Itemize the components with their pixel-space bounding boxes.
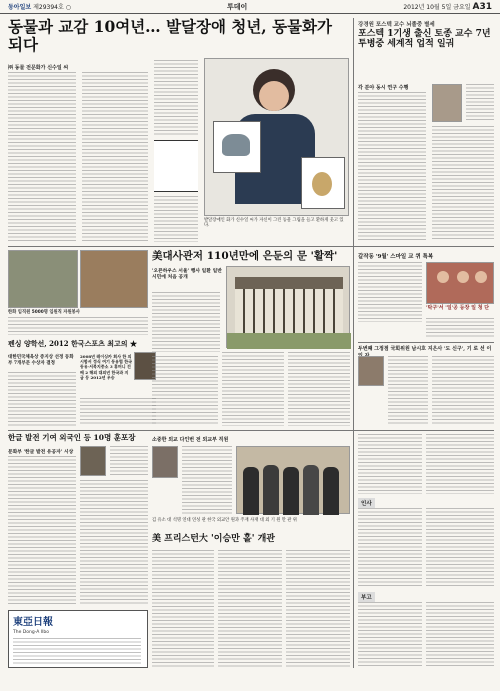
footer-logo: 東亞日報 [13,617,53,628]
mid-center-body-col1 [152,292,220,352]
bottom-left-portrait [80,446,106,476]
mid-left-kicker: 대한민국체육상 증지상 선정 동화부 7개부문 수상자 결정 [8,355,74,366]
mid-right-body-col1 [358,262,422,322]
appointments-col2 [426,508,494,588]
mid-right-body-col3 [388,356,428,426]
mid-right-divider [358,342,494,343]
bottom-center-body-col3 [218,550,282,668]
bottom-center-kicker: 소중한 외교 다인번 전 외교부 직원 [152,437,229,443]
volunteer-caption: 한화 임직원 5000명 임원직 자원봉사 [8,310,80,315]
obituary-col1 [358,602,422,668]
section-rule-2 [8,430,494,431]
volunteer-caption-body [8,317,148,335]
residence-lawn [227,333,351,349]
page-header [0,0,500,14]
ceremony-caption: 김 유소 대 석명 연대 연성 관 한국 외교안 원과 주재 사재 대 외 기 원 만 관 위 [152,518,297,523]
lead-pullquote [154,140,198,192]
mid-right-body-col2 [426,318,494,338]
sidebar-subhead: 각 분야 동시 연구 수행 [358,85,409,91]
sidebar-body-side [466,84,494,122]
lead-body-col3 [154,60,198,135]
mid-right-photo [426,262,494,304]
lead-subhead: ㈜ 동물 전문화가 신수일 씨 [8,65,69,71]
issue-date: 2012년 10월 5일 금요일 [403,3,471,11]
lead-photo [204,58,349,216]
mid-right-body-col4 [432,356,494,426]
footer-info [13,638,141,664]
mid-right-portrait [358,356,384,386]
sidebar-kicker: 강경원 포스텍 교수 뇌졸중 별세 [358,22,435,28]
mid-center-subhead: '오픈하우스 서울' 행사 일환 일반 시민에 처음 공개 [152,268,222,281]
bottom-center-portrait [152,446,178,478]
bottom-left-body-col3 [80,480,148,606]
obituary-label: 부고 [358,592,375,602]
page-number: A31 [472,1,492,12]
bottom-center-headline: 美 프리스턴大 '이승만 홀' 개관 [152,534,275,544]
bottom-center-body-col2 [152,550,214,668]
footer-logo-sub: The Dong-A Ilbo [13,630,49,635]
mid-center-body-col3 [222,352,284,426]
volunteer-photo-2 [80,250,148,308]
bottom-right-body-col1 [358,434,422,494]
painting-elephant [213,121,261,173]
section-title: 투데이 [226,2,248,11]
issue-number: 제29394호 ○ [33,4,71,11]
sidebar-portrait [432,84,462,122]
mid-right-headline: '탁구'서 '일'공 등장 일 청 단 [426,305,490,311]
volunteer-photo [8,250,78,308]
mid-right-kicker: 갈작동 '9월' 스마일 교 퀴 톡복 [358,254,434,260]
bottom-left-body-col1 [8,456,76,606]
paper-name: 동아일보 [8,4,32,11]
bottom-right-body-col2 [426,434,494,494]
artist-face [259,81,289,111]
mid-left-body-col2 [80,398,156,426]
sidebar-body-col2 [432,126,494,240]
mid-left-body-col1 [8,372,76,426]
column-divider [353,18,354,668]
sidebar-headline: 포스텍 1기생 출신 토종 교수 7년 투병중 세계적 업적 일궈 [358,29,491,50]
lead-body-col1 [8,72,76,242]
bottom-center-body-col1 [182,446,232,516]
painting-bird [301,157,345,209]
mid-center-body-col2 [152,356,218,426]
sidebar-body-col1 [358,92,426,240]
mid-center-body-col4 [288,352,350,426]
bottom-left-headline: 한글 발전 기여 외국인 등 10명 훈포장 [8,433,136,442]
lead-photo-caption: 발달장애인 화가 신수일 씨가 자신이 그린 동물 그림을 들고 환하게 웃고 있다. [204,218,344,229]
obituary-col2 [426,602,494,668]
bottom-left-body-col2 [110,446,148,476]
bottom-center-body-col4 [286,550,350,668]
mid-left-quote: 2008년 레이싱카 회사 한 의 시합서 정식 여기 동유럽 한국 동유·서북지중소 3 휴머니 건배 2 해외 대외년 한국과 지금 등 2012년 우승 [80,354,132,380]
ceremony-photo [236,446,350,514]
section-rule-1 [8,246,494,247]
residence-roof [235,277,343,289]
mid-right-kicker-2: 두번째 그정점 국회위원 남시호 지은사 '도 신구', 기 로 선 이 [358,346,492,352]
residence-photo [226,266,350,348]
appointments-col1 [358,508,422,588]
appointments-label: 인사 [358,498,375,508]
lead-headline: 동물과 교감 10여년… 발달장애 청년, 동물화가 되다 [8,17,332,54]
footer-box [8,610,148,668]
mid-left-headline: 펜싱 양학선, 2012 한국스포츠 최고의 ★ [8,339,138,348]
lead-body-col4 [154,196,198,242]
residence-facade [235,289,343,333]
lead-body-col2 [82,72,148,242]
bottom-left-kicker: 문화부 '한글 발전 유공자' 시상 [8,449,74,455]
mid-center-headline: 美대사관저 110년만에 은둔의 문 '활짝' [152,250,338,262]
